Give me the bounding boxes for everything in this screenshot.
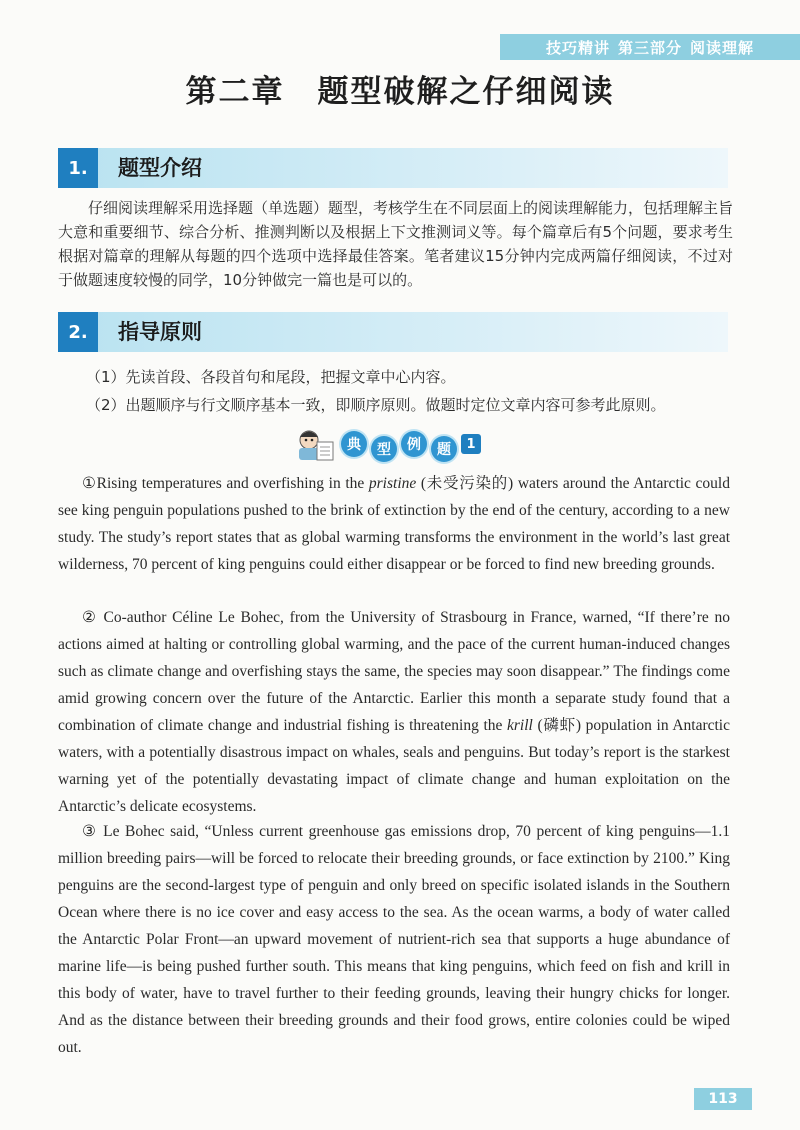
badge-char: 典 bbox=[341, 431, 367, 457]
section-number: 1. bbox=[58, 148, 98, 188]
p1-text-a: ①Rising temperatures and overfishing in the bbox=[82, 475, 369, 492]
example-number: 1 bbox=[461, 434, 481, 454]
p2-text-b: (磷虾) population in Antarctic waters, with a potentially disastrous impact on whales, seals and penguins. But today’s report is the starkest warning yet of the potentially devastating impact of climate change and human exploitation on the Antarctic’s delicate ecosystems. bbox=[58, 717, 730, 815]
chapter-title: 第二章 题型破解之仔细阅读 bbox=[185, 74, 615, 110]
header-section-part: 第三部分 bbox=[617, 38, 682, 57]
principle-item: （2）出题顺序与行文顺序基本一致，即顺序原则。做题时定位文章内容可参考此原则。 bbox=[86, 396, 666, 414]
running-header bbox=[500, 34, 800, 60]
section-heading-intro bbox=[58, 148, 728, 188]
section-title: 指导原则 bbox=[118, 320, 202, 344]
section-title: 题型介绍 bbox=[118, 156, 202, 180]
reading-mascot-icon bbox=[295, 426, 337, 462]
badge-char: 题 bbox=[431, 436, 457, 462]
intro-paragraph: 仔细阅读理解采用选择题（单选题）题型，考核学生在不同层面上的阅读理解能力，包括理解主旨大意和重要细节、综合分析、推测判断以及根据上下文推测词义等。每个篇章后有5个问题，要求考生根据对篇章的理解从每题的四个选项中选择最佳答案。笔者建议15分钟内完成两篇仔细阅读，不过对于做题速度较慢的同学，10分钟做完一篇也是可以的。 bbox=[58, 199, 734, 289]
passage-paragraph-1 bbox=[58, 470, 730, 578]
p1-italic-term: pristine bbox=[368, 475, 417, 492]
page-number: 113 bbox=[694, 1088, 752, 1110]
header-book-part: 技巧精讲 bbox=[545, 38, 610, 57]
section-heading-principles bbox=[58, 312, 728, 352]
badge-char: 例 bbox=[401, 431, 427, 457]
section-number: 2. bbox=[58, 312, 98, 352]
example-badge bbox=[295, 426, 481, 462]
badge-char: 型 bbox=[371, 436, 397, 462]
p2-italic-term: krill bbox=[507, 717, 533, 734]
p2-text-a: ② Co-author Céline Le Bohec, from the University of Strasbourg in France, warned, “If there’re no actions aimed at halting or controlling global warming, and the pace of the current human-induced changes such as climate change and overfishing stays the same, the species may soon disappear.” The findings come amid growing concern over the future of the Antarctic. Earlier this month a separate study found that a combination of climate change and industrial fishing is threatening the bbox=[58, 609, 730, 734]
p1-text-b: (未受污染的) waters around the Antarctic could see king penguin populations pushed to the brink of extinction by the end of the century, according to a new study. The study’s report states that as global warming transforms the environment in the world’s last great wilderness, 70 percent of king penguins could either disappear or be forced to find new breeding grounds. bbox=[58, 475, 730, 573]
passage-paragraph-2 bbox=[58, 604, 730, 820]
passage-paragraph-3: ③ Le Bohec said, “Unless current greenhouse gas emissions drop, 70 percent of king penguins—1.1 million breeding pairs—will be forced to relocate their breeding grounds, or face extinction by 2100.” King penguins are the second-largest type of penguin and only breed on specific isolated islands in the Southern Ocean where there is no ice cover and easy access to the sea. As the ocean warms, a body of water called the Antarctic Polar Front—an upward movement of nutrient-rich sea that supports a huge abundance of marine life—is being pushed further south. This means that king penguins, which feed on fish and krill in this body of water, have to travel further to their feeding grounds, leaving their hungry chicks for longer. And as the distance between their breeding grounds and their food grows, entire colonies could be wiped out. bbox=[58, 823, 730, 1056]
principle-item: （1）先读首段、各段首句和尾段，把握文章中心内容。 bbox=[86, 368, 456, 386]
header-topic: 阅读理解 bbox=[690, 38, 755, 57]
